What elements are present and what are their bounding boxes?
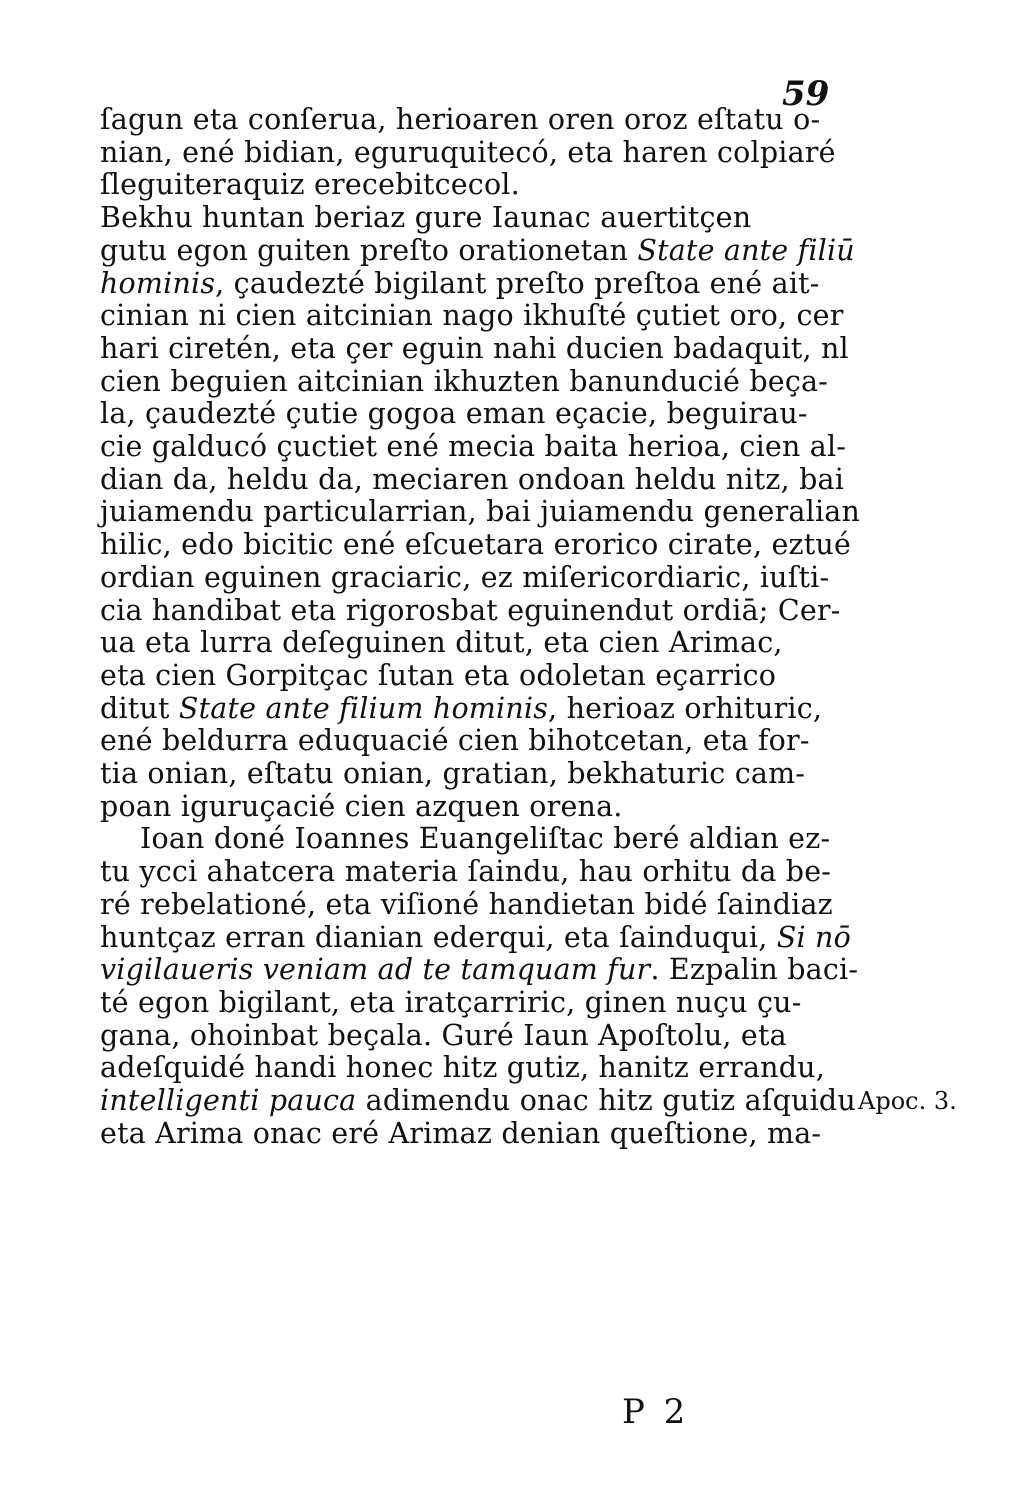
text-line [100,202,860,235]
text-segment: ené beldurra eduquacié cien bihotcetan, eta for- [100,724,810,758]
text-line [100,268,860,301]
text-segment: ditut [100,691,179,725]
text-segment: gutu egon guiten preſto orationetan [100,233,638,267]
latin-quote: hominis [100,266,216,300]
page-number: 59 [782,74,830,114]
text-segment: nian, ené bidian, eguruquitecó, eta haren colpiaré [100,135,836,169]
text-segment: ordian eguinen graciaric, ez miſericordiaric, iuſti- [100,560,830,594]
text-segment: , çaudezté bigilant preſto preſtoa ené ait- [215,266,820,300]
text-line [100,104,860,137]
text-segment: té egon bigilant, eta iratçarriric, ginen nuçu çu- [100,985,802,1019]
text-segment: hari ciretén, eta çer eguin nahi ducien badaquit, nl [100,331,849,365]
text-segment: dian da, heldu da, meciaren ondoan heldu nitz, bai [100,462,845,496]
text-segment: ua eta lurra deſeguinen ditut, eta cien Arimac, [100,626,783,660]
text-line [100,987,860,1020]
text-line [100,169,860,202]
text-segment: juiamendu particularrian, bai juiamendu generalian [100,495,861,529]
text-line [100,693,860,726]
latin-quote: vigilaueris veniam ad te tamquam fur [100,953,651,987]
text-segment: ſleguiteraquiz erecebitcecol. [100,168,520,202]
text-segment: cia handibat eta rigorosbat eguinendut ordiā; Cer- [100,593,841,627]
text-segment: ſagun eta conſerua, herioaren oren oroz eſtatu o- [100,103,821,136]
text-line [100,791,860,824]
text-line [100,398,860,431]
text-segment: la, çaudezté çutie gogoa eman eçacie, beguirau- [100,397,808,431]
text-segment: adimendu onac hitz gutiz aſquidu [356,1084,856,1118]
page-body-text [100,104,860,1151]
text-segment: ré rebelationé, eta viſioné handietan bidé ſaindiaz [100,887,833,921]
printer-signature-mark: P 2 [622,1392,690,1432]
text-line [100,1118,860,1151]
text-line [100,235,860,268]
text-segment: adeſquidé handi honec hitz gutiz, hanitz errandu, [100,1051,825,1085]
text-line [100,856,860,889]
text-segment: tia onian, eſtatu onian, gratian, bekhaturic cam- [100,757,806,791]
text-segment: cie galducó çuctiet ené mecia baita herioa, cien al- [100,430,847,464]
text-segment: eta cien Gorpitçac ſutan eta odoletan eçarrico [100,658,777,692]
text-line [100,725,860,758]
margin-reference-note: Apoc. 3. [858,1087,957,1115]
text-line [100,627,860,660]
text-line [100,823,860,856]
text-segment: hilic, edo bicitic ené eſcuetara erorico cirate, eztué [100,528,852,562]
text-line [100,366,860,399]
text-line [100,529,860,562]
latin-quote: State ante filiū [637,233,855,267]
text-line [100,333,860,366]
text-segment: gana, ohoinbat beçala. Guré Iaun Apoſtolu, eta [100,1018,787,1052]
text-line [100,595,860,628]
text-segment: Bekhu huntan beriaz gure Iaunac auertitçen [100,201,752,235]
text-line [100,1085,860,1118]
text-line [100,137,860,170]
text-line [100,954,860,987]
text-line [100,300,860,333]
text-line [100,922,860,955]
text-segment: cinian ni cien aitcinian nago ikhuſté çutiet oro, cer [100,299,844,333]
text-line [100,496,860,529]
text-line [100,1052,860,1085]
text-segment: . Ezpalin baci- [650,953,859,987]
text-line [100,562,860,595]
text-segment: huntçaz erran dianian ederqui, eta ſainduqui, [100,920,777,954]
text-segment: , herioaz orhituric, [548,691,823,725]
text-segment: eta Arima onac eré Arimaz denian queſtione, ma- [100,1116,822,1150]
text-segment: poan iguruçacié cien azquen orena. [100,789,623,823]
text-line [100,758,860,791]
text-line [100,464,860,497]
text-line [100,431,860,464]
text-segment: tu ycci ahatcera materia ſaindu, hau orhitu da be- [100,855,832,889]
text-line [100,660,860,693]
text-segment: cien beguien aitcinian ikhuzten banunducié beça- [100,364,829,398]
latin-quote: State ante filium hominis [178,691,549,725]
text-segment: Ioan doné Ioannes Euangeliſtac beré aldian ez- [140,822,831,856]
text-line [100,889,860,922]
latin-quote: intelligenti pauca [100,1084,357,1118]
latin-quote: Si nō [776,920,851,954]
text-line [100,1020,860,1053]
